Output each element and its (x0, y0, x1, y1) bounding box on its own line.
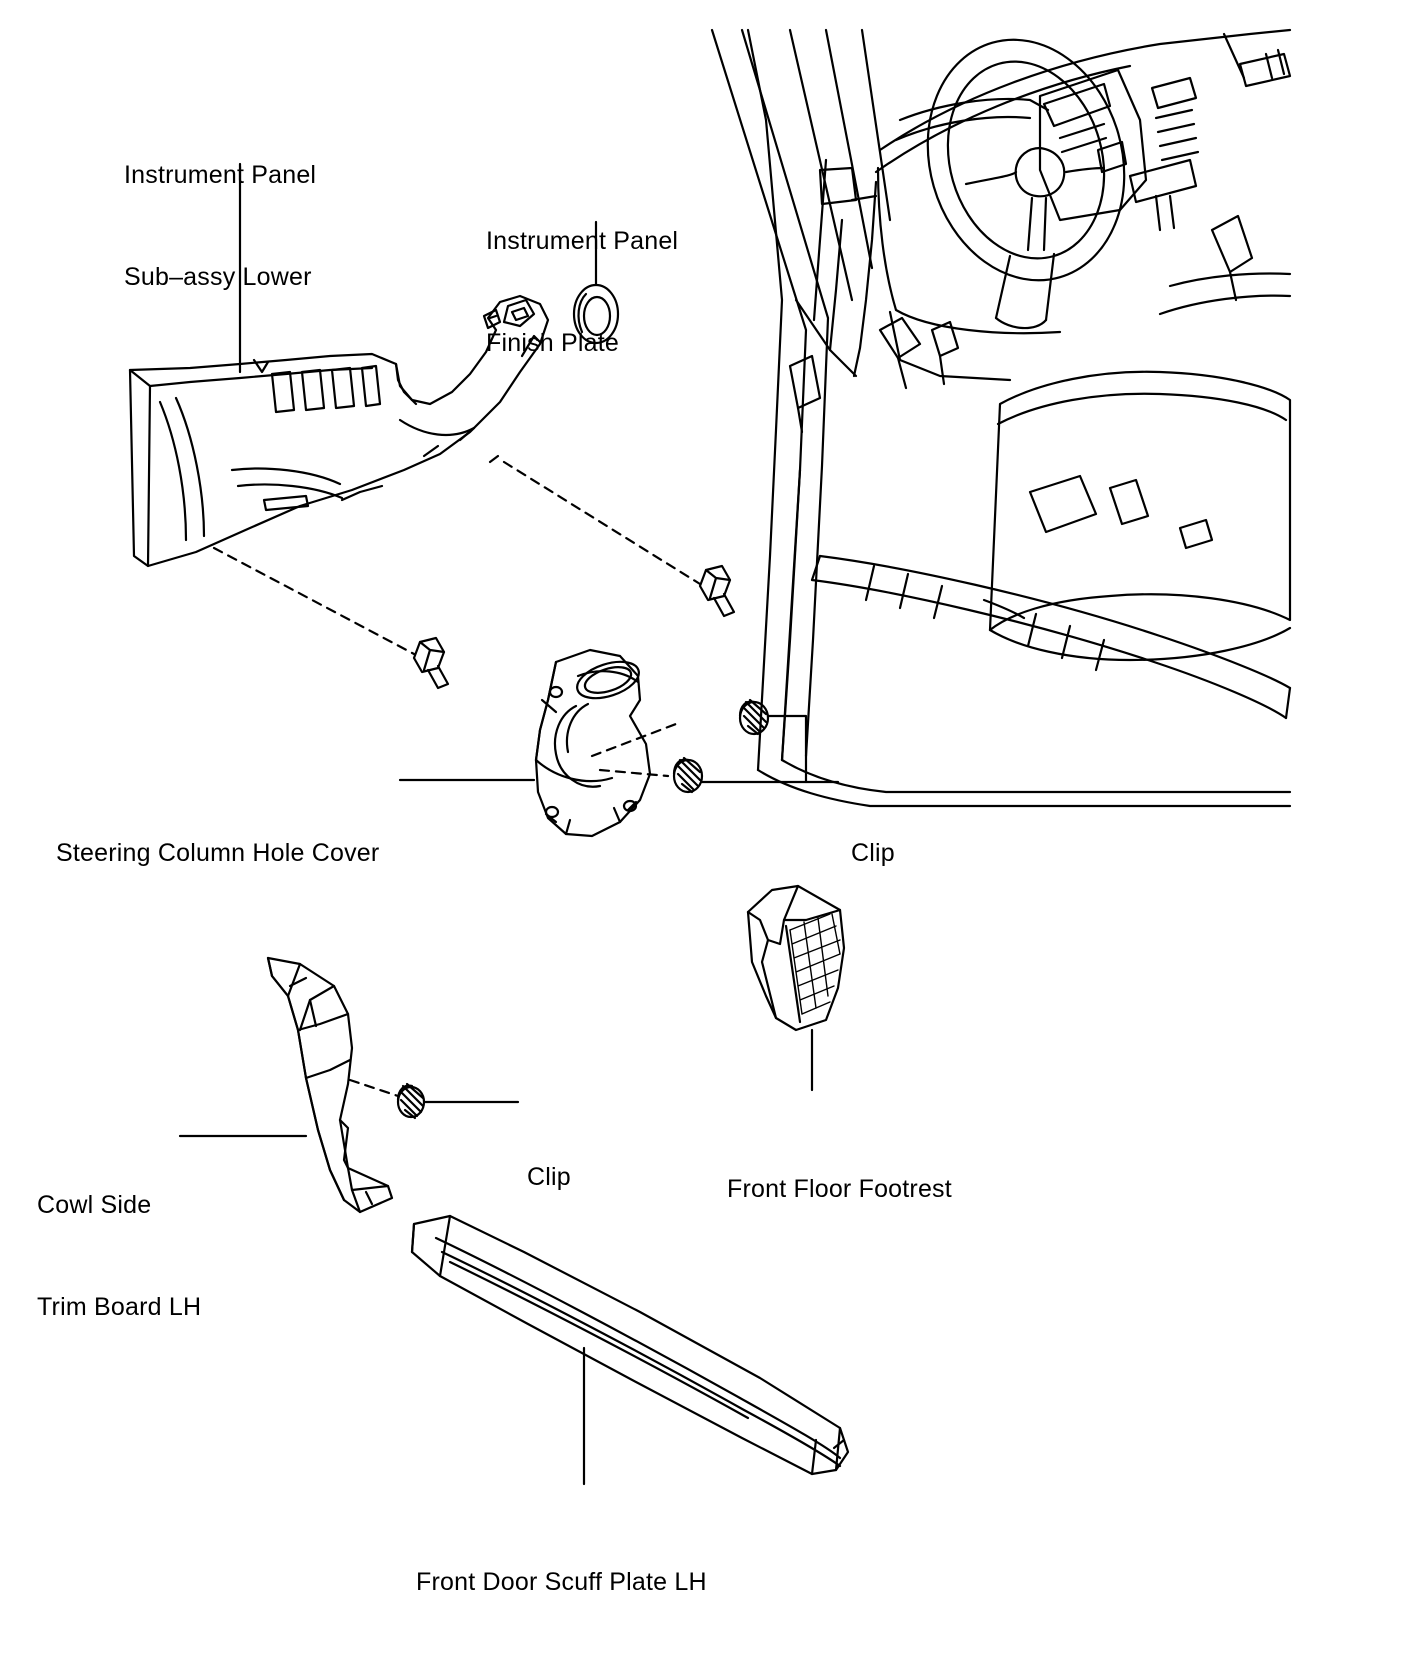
vehicle-interior-drawing (712, 16, 1290, 806)
label-front-door-scuff-plate-lh (416, 1497, 707, 1667)
label-line-2: Sub–assy Lower (124, 263, 312, 291)
label-instrument-panel-finish-plate (486, 156, 678, 428)
label-line-1: Front Floor Footrest (727, 1175, 952, 1203)
part-bolt-lower (414, 638, 448, 688)
label-line-1: Instrument Panel (124, 161, 317, 189)
label-front-floor-footrest (727, 1104, 952, 1274)
label-steering-column-hole-cover (56, 768, 379, 938)
label-instrument-panel-sub-assy-lower (124, 90, 316, 362)
part-clip-upper (740, 700, 768, 734)
part-clip-lower (674, 758, 702, 792)
label-cowl-side-trim-board-lh (37, 1120, 201, 1392)
label-line-1: Cowl Side (37, 1191, 152, 1219)
label-line-1: Steering Column Hole Cover (56, 839, 380, 867)
part-front-floor-footrest (748, 886, 844, 1030)
label-clip-steering-column (851, 768, 895, 938)
part-clip-cowl (398, 1084, 424, 1118)
part-cowl-side-trim-board-lh (268, 958, 392, 1212)
part-bolt-upper (700, 566, 734, 616)
label-clip-cowl-side (527, 1092, 571, 1262)
label-line-1: Front Door Scuff Plate LH (416, 1568, 707, 1596)
label-line-1: Clip (527, 1163, 571, 1191)
label-line-2: Finish Plate (486, 329, 620, 357)
part-steering-column-hole-cover (536, 650, 650, 836)
label-line-2: Trim Board LH (37, 1293, 202, 1321)
label-line-1: Instrument Panel (486, 227, 679, 255)
label-line-1: Clip (851, 839, 895, 867)
